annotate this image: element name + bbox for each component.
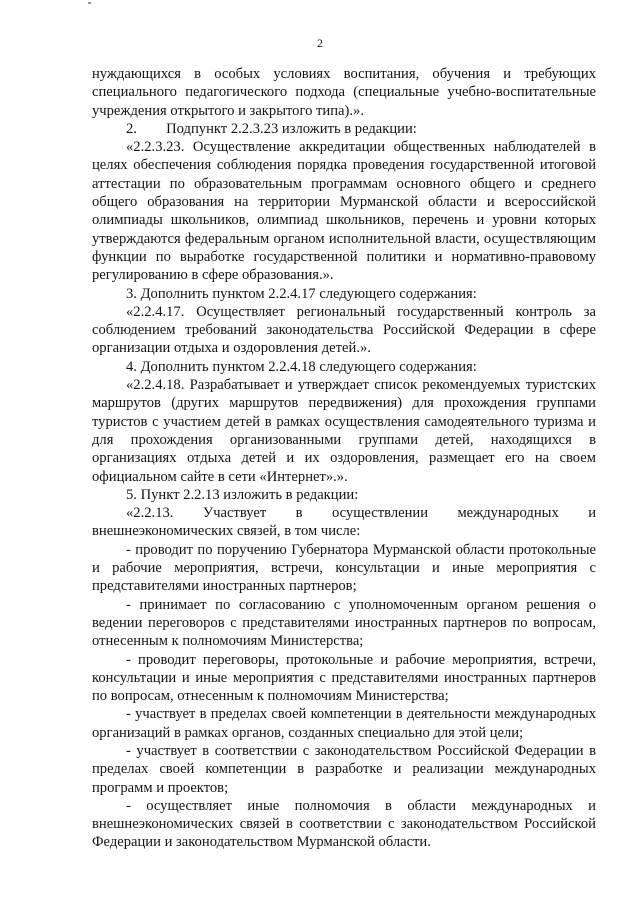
paragraph-item-3-heading: 3. Дополнить пунктом 2.2.4.17 следующего содержания:	[126, 285, 477, 302]
scan-artifact	[88, 2, 91, 4]
list-item: - проводит по поручению Губернатора Мурманской области протокольные и рабочие мероприятия, встречи, консультации и иные мероприятия с представителями иностранных партнеров;	[92, 541, 596, 595]
paragraph-2-2-4-18: «2.2.4.18. Разрабатывает и утверждает список рекомендуемых туристских маршрутов (других маршрутов передвижения) для прохождения группами туристов с участием детей в рамках осуществления самодеятельного туризма и для прохождения организованными группами детей, находящихся в организациях отдыха детей и их оздоровления, размещает его на своем официальном сайте в сети «Интернет».».	[92, 377, 596, 485]
paragraph-item-4-heading: 4. Дополнить пунктом 2.2.4.18 следующего содержания:	[126, 358, 477, 375]
paragraph-continuation: нуждающихся в особых условиях воспитания, обучения и требующих специального педагогического подхода (специальные учебно-воспитательные учреждения открытого и закрытого типа).».	[92, 66, 596, 119]
paragraph-2-2-4-17: «2.2.4.17. Осуществляет региональный государственный контроль за соблюдением требований законодательства Российской Федерации в сфере организации отдыха и оздоровления детей.».	[92, 303, 596, 357]
list-item: - принимает по согласованию с уполномоченным органом решения о ведении переговоров с представителями иностранных партнеров по вопросам, отнесенным к полномочиям Министерства;	[92, 596, 596, 650]
paragraph-2-2-13: «2.2.13. Участвует в осуществлении международных и внешнеэкономических связей, в том числе:	[92, 505, 596, 540]
document-body	[92, 65, 596, 852]
paragraph-item-2-heading: 2. Подпункт 2.2.3.23 изложить в редакции:	[126, 120, 417, 137]
paragraph-item-5-heading: 5. Пункт 2.2.13 изложить в редакции:	[126, 486, 359, 503]
list-item: - осуществляет иные полномочия в области международных и внешнеэкономических связей в соответствии с законодательством Российской Федерации и законодательством Мурманской области.	[92, 797, 596, 851]
list-item: - участвует в пределах своей компетенции в деятельности международных организаций в рамках органов, созданных специально для этой цели;	[92, 706, 596, 741]
list-item: - проводит переговоры, протокольные и рабочие мероприятия, встречи, консультации и иные мероприятия с представителями иностранных партнеров по вопросам, отнесенным к полномочиям Министерства;	[92, 651, 596, 705]
page-number: 2	[317, 36, 323, 50]
list-item: - участвует в соответствии с законодательством Российской Федерации в пределах своей компетенции в разработке и реализации международных программ и проектов;	[92, 742, 596, 796]
paragraph-2-2-3-23: «2.2.3.23. Осуществление аккредитации общественных наблюдателей в целях обеспечения соблюдения порядка проведения государственной итоговой аттестации по образовательным программам основного общего и среднего общего образования на территории Мурманской области и всероссийской олимпиады школьников, олимпиад школьников, перечень и уровни которых утверждаются федеральным органом исполнительной власти, осуществляющим функции по выработке государственной политики и нормативно-правовому регулированию в сфере образования.».	[92, 139, 596, 284]
